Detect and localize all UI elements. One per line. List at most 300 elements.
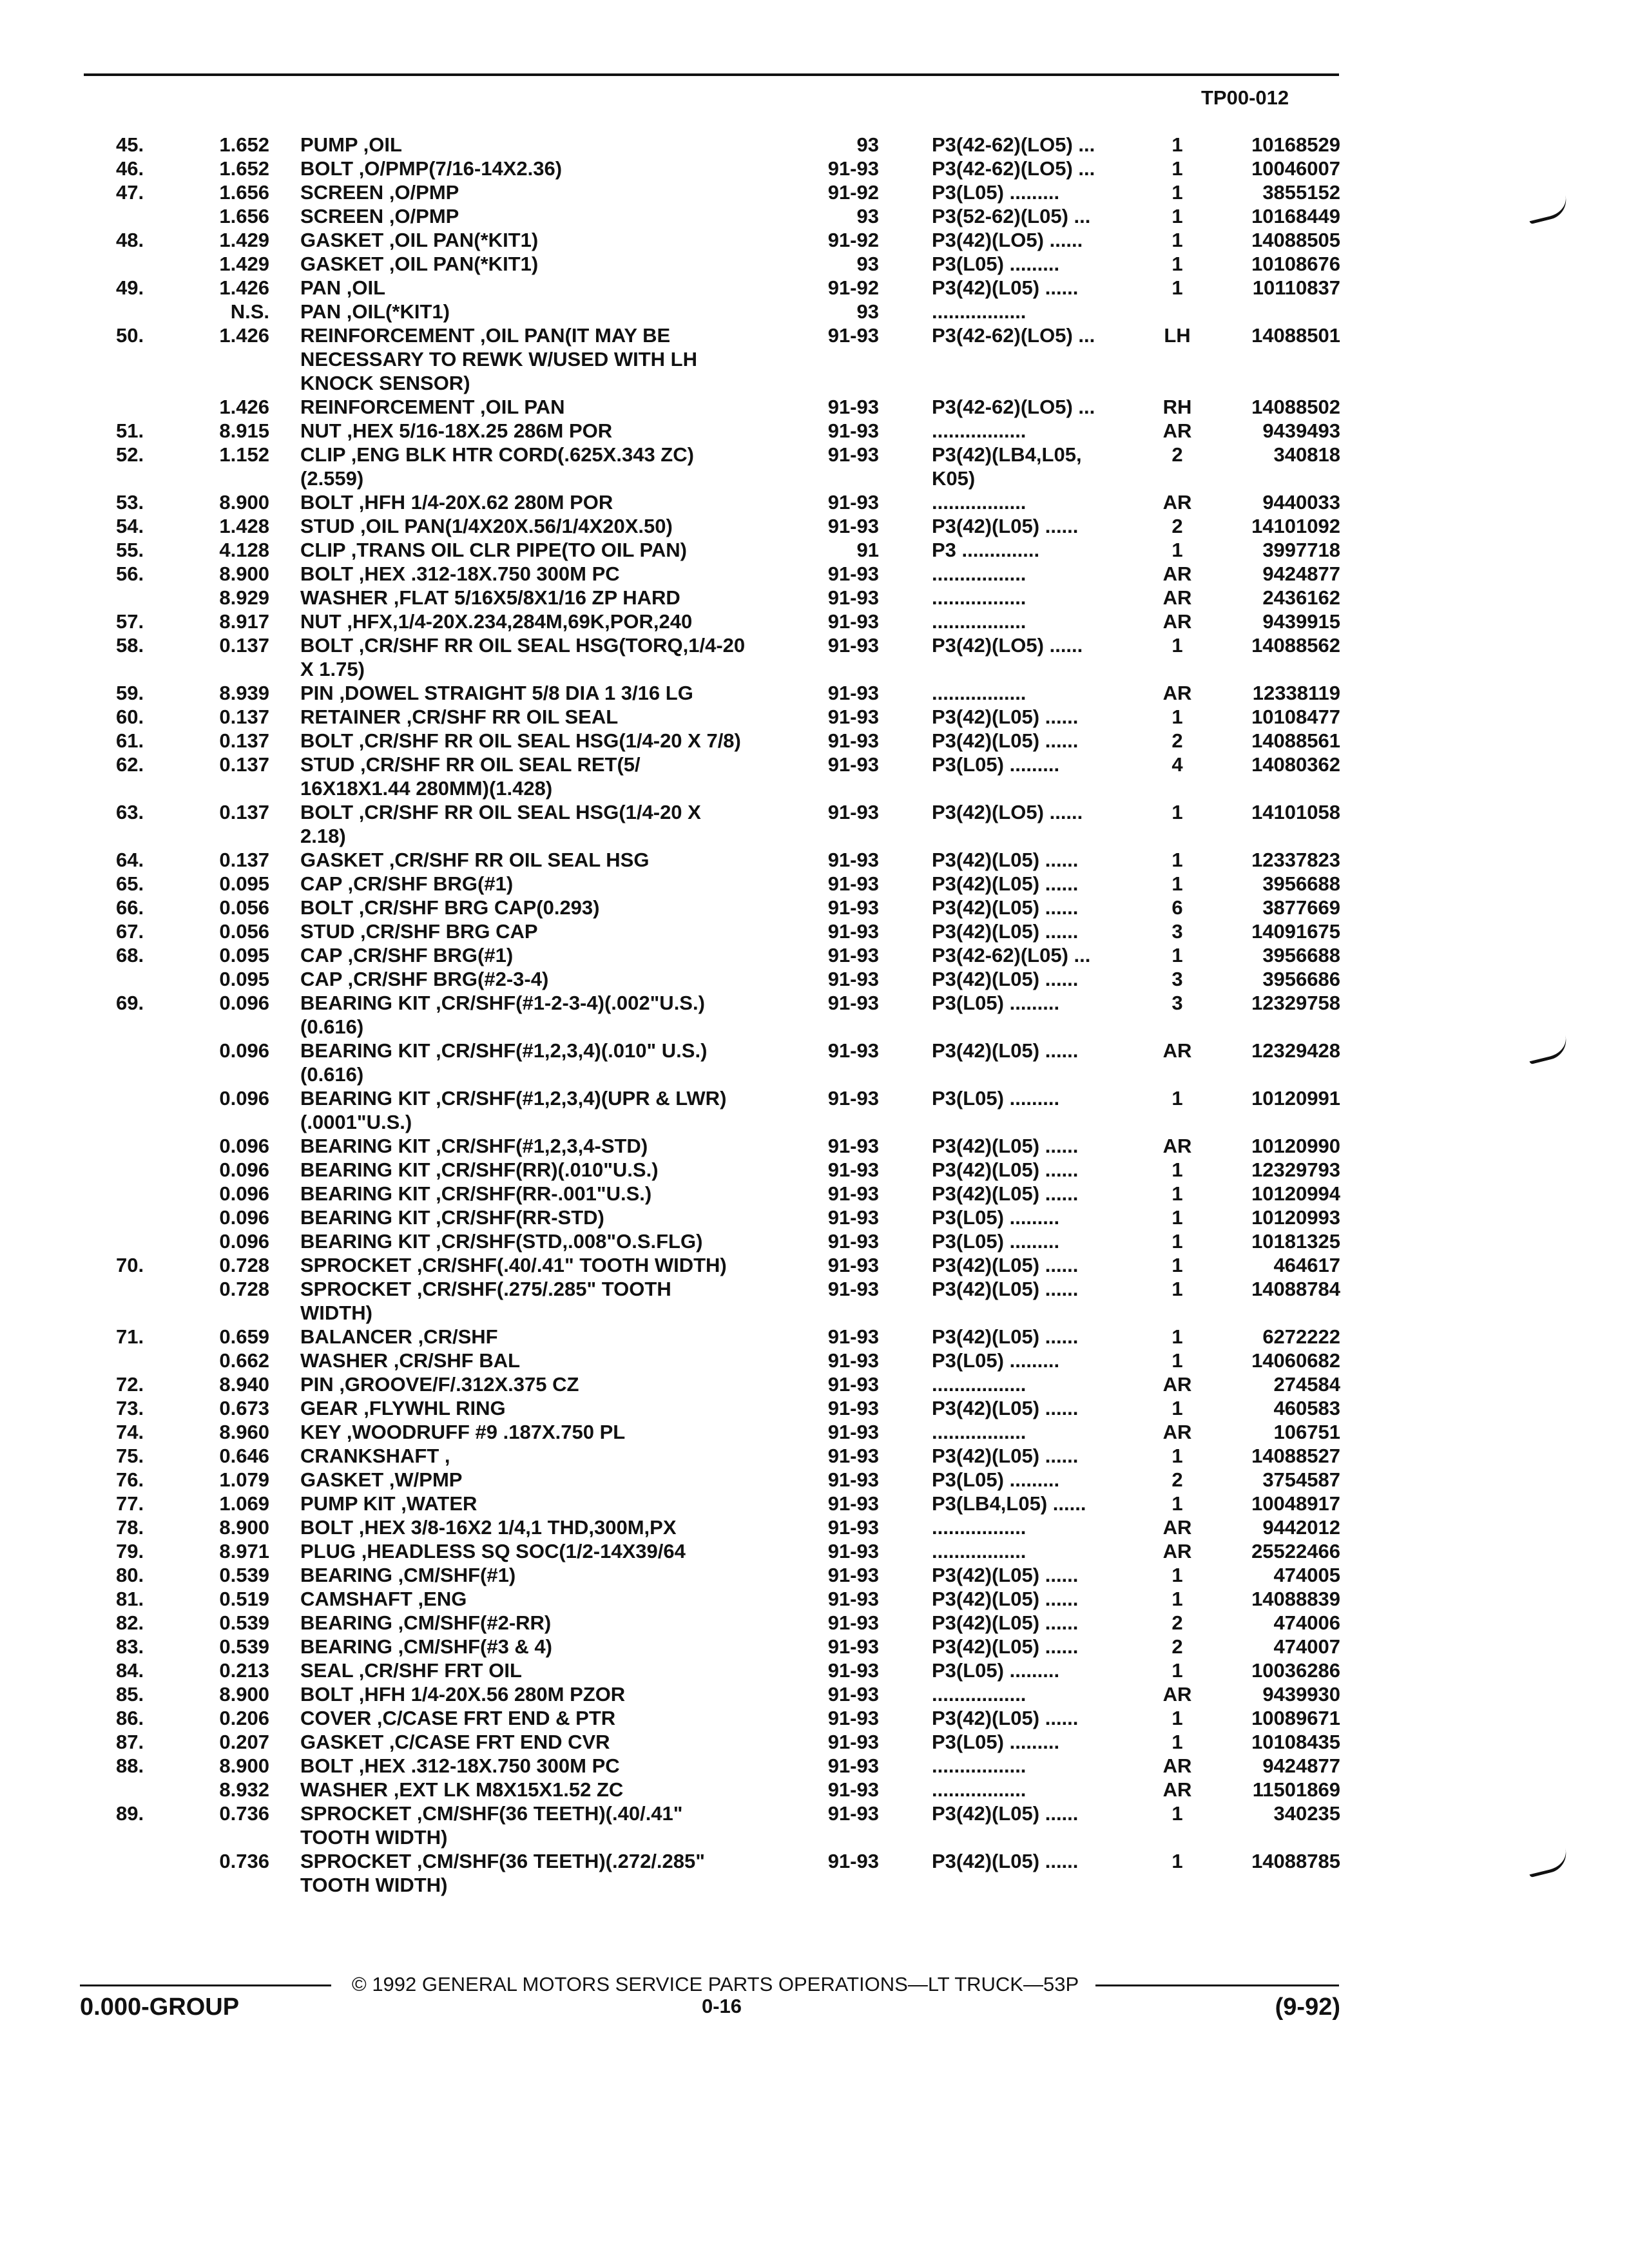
part-spec: ,CR/SHF BRG(#2-3-4): [347, 968, 549, 990]
part-spec: ,HEX 5/16-18X.25 286M POR: [347, 419, 613, 442]
part-number: 474005: [1273, 1564, 1340, 1586]
part-name: GASKET: [300, 1731, 384, 1753]
model-years: 91-92: [827, 276, 879, 299]
illustration-ref: 0.137: [219, 849, 269, 871]
illustration-ref: 0.539: [219, 1635, 269, 1658]
part-number: 10120991: [1251, 1087, 1340, 1110]
illustration-ref: 0.095: [219, 944, 269, 966]
part-spec: ,HEX .312-18X.750 300M PC: [358, 562, 620, 585]
usage-codes: P3(42-62)(L05) ...: [932, 944, 1091, 966]
part-description: [300, 1158, 945, 1182]
part-description: [300, 1515, 945, 1539]
part-spec: ,CR/SHF(#1,2,3,4)(UPR & LWR): [436, 1087, 727, 1110]
part-number: 9439915: [1262, 610, 1340, 633]
part-number: 10108676: [1251, 253, 1340, 275]
item-number: 80.: [116, 1564, 144, 1586]
quantity: 1: [1171, 1492, 1183, 1515]
table-row: [116, 586, 1340, 610]
illustration-ref: 1.152: [219, 443, 269, 466]
part-spec: ,HFX,1/4-20X.234,284M,69K,POR,240: [347, 610, 693, 633]
part-spec: ,OIL: [363, 133, 402, 156]
usage-codes: P3(42)(L05) ......: [932, 1135, 1079, 1157]
part-description: [300, 133, 945, 157]
model-years: 91-93: [827, 1731, 879, 1753]
part-description: [300, 1229, 945, 1253]
usage-codes: P3(L05) .........: [932, 181, 1060, 204]
quantity: 1: [1171, 706, 1183, 728]
item-number: 47.: [116, 181, 144, 204]
part-spec: ,CR/SHF RR OIL SEAL HSG(1/4-20 X: [358, 801, 701, 823]
part-name: STUD: [300, 753, 355, 776]
usage-codes: P3(42)(L05) ......: [932, 1039, 1079, 1062]
part-name: BEARING KIT: [300, 1039, 430, 1062]
quantity: 1: [1171, 634, 1183, 657]
part-number: 10120994: [1251, 1182, 1340, 1205]
table-row: [116, 252, 1340, 276]
table-row: [116, 1825, 1340, 1849]
part-number: 474007: [1273, 1635, 1340, 1658]
table-row: [116, 1182, 1340, 1206]
illustration-ref: 0.137: [219, 801, 269, 823]
part-number: 9440033: [1262, 491, 1340, 514]
quantity: 1: [1171, 1158, 1183, 1181]
illustration-ref: 8.900: [219, 1516, 269, 1539]
illustration-ref: 0.095: [219, 872, 269, 895]
quantity: 1: [1171, 872, 1183, 895]
part-description: [300, 1658, 945, 1682]
part-number: 10110837: [1252, 276, 1340, 299]
table-row: [116, 610, 1340, 633]
part-name: CAP: [300, 872, 342, 895]
copyright: © 1992 GENERAL MOTORS SERVICE PARTS OPERATIONS—LT TRUCK—53P: [351, 1973, 1079, 1995]
part-number: 10168449: [1251, 205, 1340, 227]
table-row: [116, 1682, 1340, 1706]
model-years: 91-93: [827, 562, 879, 585]
part-description: [300, 1563, 945, 1587]
part-number: 14101058: [1251, 801, 1340, 823]
illustration-ref: 1.069: [219, 1492, 269, 1515]
table-row: [116, 323, 1340, 347]
part-description: [300, 1730, 945, 1754]
part-number: 14088785: [1251, 1850, 1340, 1872]
part-spec: ,GROOVE/F/.312X.375 CZ: [339, 1373, 579, 1396]
illustration-ref: 0.056: [219, 920, 269, 943]
illustration-ref: 8.900: [219, 562, 269, 585]
quantity: 4: [1171, 753, 1183, 776]
model-years: 91-93: [827, 419, 879, 442]
item-number: 50.: [116, 324, 144, 347]
model-years: 91-93: [827, 586, 879, 609]
part-spec: TOOTH WIDTH): [300, 1874, 448, 1896]
part-description: [300, 1134, 945, 1158]
usage-codes: P3(L05) .........: [932, 753, 1060, 776]
illustration-ref: 1.652: [219, 157, 269, 180]
table-row: [116, 1062, 1340, 1086]
part-name: GASKET: [300, 849, 384, 871]
part-spec: ,CR/SHF(.275/.285" TOOTH: [416, 1278, 671, 1300]
table-row: [116, 1778, 1340, 1802]
part-number: 10089671: [1251, 1707, 1340, 1729]
usage-codes: .................: [932, 562, 1027, 585]
model-years: 91-93: [827, 157, 879, 180]
model-years: 91-93: [827, 1850, 879, 1872]
part-description: [300, 586, 945, 610]
quantity: 1: [1171, 1397, 1183, 1419]
part-description: [300, 1110, 945, 1134]
quantity: 1: [1171, 181, 1183, 204]
table-row: [116, 300, 1340, 323]
item-number: 76.: [116, 1468, 144, 1491]
quantity: AR: [1162, 1421, 1192, 1443]
table-row: [116, 490, 1340, 514]
quantity: 1: [1171, 1707, 1183, 1729]
part-name: BOLT: [300, 562, 354, 585]
part-description: [300, 1754, 945, 1778]
illustration-ref: 0.096: [219, 1230, 269, 1253]
part-description: [300, 300, 945, 323]
model-years: 91-93: [827, 1635, 879, 1658]
item-number: 45.: [116, 133, 144, 156]
part-name: BOLT: [300, 729, 354, 752]
part-spec: (2.559): [300, 467, 364, 490]
usage-codes: .................: [932, 1373, 1027, 1396]
illustration-ref: 0.519: [219, 1588, 269, 1610]
part-spec: ,CR/SHF FRT OIL: [358, 1659, 522, 1682]
part-description: [300, 514, 945, 538]
part-description: [300, 371, 945, 395]
part-description: [300, 1468, 945, 1492]
part-description: [300, 276, 945, 300]
part-description: [300, 180, 945, 204]
item-number: 65.: [116, 872, 144, 895]
part-spec: ,W/PMP: [389, 1468, 463, 1491]
item-number: 88.: [116, 1754, 144, 1777]
item-number: 74.: [116, 1421, 144, 1443]
table-row: [116, 1110, 1340, 1134]
part-name: REINFORCEMENT: [300, 396, 475, 418]
usage-codes: P3(42)(L05) ......: [932, 920, 1079, 943]
part-description: [300, 1444, 945, 1468]
part-name: RETAINER: [300, 706, 401, 728]
table-row: [116, 466, 1340, 490]
part-spec: ,OIL: [346, 276, 386, 299]
item-number: 78.: [116, 1516, 144, 1539]
usage-codes: P3(L05) .........: [932, 1087, 1060, 1110]
model-years: 91-93: [827, 1683, 879, 1706]
usage-codes: K05): [932, 467, 976, 490]
model-years: 91-93: [827, 729, 879, 752]
illustration-ref: 0.095: [219, 968, 269, 990]
usage-codes: P3(42-62)(LO5) ...: [932, 324, 1095, 347]
usage-codes: P3(42)(L05) ......: [932, 1802, 1079, 1825]
quantity: 1: [1171, 1445, 1183, 1467]
usage-codes: P3(42)(L05) ......: [932, 1278, 1079, 1300]
illustration-ref: 0.659: [219, 1325, 269, 1348]
quantity: 2: [1171, 1611, 1183, 1634]
part-spec: TOOTH WIDTH): [300, 1826, 448, 1849]
part-description: [300, 1539, 945, 1563]
item-number: 67.: [116, 920, 144, 943]
part-spec: (0.616): [300, 1015, 364, 1038]
part-spec: ,CR/SHF BAL: [393, 1349, 521, 1372]
table-row: [116, 729, 1340, 753]
part-description: [300, 967, 945, 991]
part-description: [300, 419, 945, 443]
table-row: [116, 919, 1340, 943]
table-row: [116, 1730, 1340, 1754]
quantity: 2: [1171, 443, 1183, 466]
part-name: BEARING: [300, 1635, 392, 1658]
part-description: [300, 1849, 945, 1873]
item-number: 62.: [116, 753, 144, 776]
part-description: [300, 443, 945, 466]
part-spec: ,DOWEL STRAIGHT 5/8 DIA 1 3/16 LG: [339, 682, 693, 704]
usage-codes: .................: [932, 1516, 1027, 1539]
usage-codes: P3(42)(L05) ......: [932, 1611, 1079, 1634]
usage-codes: P3(42-62)(LO5) ...: [932, 157, 1095, 180]
part-spec: ,O/PMP: [389, 205, 459, 227]
quantity: 1: [1171, 205, 1183, 227]
part-number: 14101092: [1251, 515, 1340, 537]
table-row: [116, 800, 1340, 824]
illustration-ref: 1.079: [219, 1468, 269, 1491]
quantity: 1: [1171, 849, 1183, 871]
illustration-ref: 0.096: [219, 1182, 269, 1205]
margin-check-mark: [1525, 195, 1570, 225]
part-spec: ,CM/SHF(36 TEETH)(.272/.285": [416, 1850, 705, 1872]
part-spec: ,OIL PAN(1/4X20X.56/1/4X20X.50): [360, 515, 673, 537]
table-row: [116, 157, 1340, 180]
table-row: [116, 1873, 1340, 1897]
part-name: STUD: [300, 920, 355, 943]
illustration-ref: 0.137: [219, 729, 269, 752]
item-number: 89.: [116, 1802, 144, 1825]
part-description: [300, 157, 945, 180]
quantity: 1: [1171, 157, 1183, 180]
model-years: 91-93: [827, 1707, 879, 1729]
usage-codes: P3(42)(L05) ......: [932, 1397, 1079, 1419]
part-number: 10168529: [1251, 133, 1340, 156]
part-description: [300, 1873, 945, 1897]
quantity: 1: [1171, 1802, 1183, 1825]
part-name: GASKET: [300, 1468, 384, 1491]
part-description: [300, 896, 945, 919]
part-description: [300, 1587, 945, 1611]
part-name: BOLT: [300, 157, 354, 180]
part-name: PUMP KIT: [300, 1492, 396, 1515]
part-description: [300, 1492, 945, 1515]
part-spec: ,CM/SHF(#3 & 4): [398, 1635, 552, 1658]
part-name: BEARING: [300, 1611, 392, 1634]
model-years: 91-92: [827, 229, 879, 251]
part-number: 14088561: [1251, 729, 1340, 752]
part-name: PIN: [300, 682, 334, 704]
part-number: 14088501: [1251, 324, 1340, 347]
part-number: 12329793: [1251, 1158, 1340, 1181]
model-years: 91-93: [827, 920, 879, 943]
part-number: 9424877: [1262, 1754, 1340, 1777]
part-description: [300, 323, 945, 347]
parts-table: [116, 133, 1340, 1897]
model-years: 91-93: [827, 992, 879, 1014]
part-number: 464617: [1273, 1254, 1340, 1276]
table-row: [116, 1515, 1340, 1539]
part-number: 3956688: [1262, 944, 1340, 966]
table-row: [116, 443, 1340, 466]
part-description: [300, 872, 945, 896]
table-row: [116, 1301, 1340, 1325]
part-number: 10108435: [1251, 1731, 1340, 1753]
model-years: 91-93: [827, 1492, 879, 1515]
part-description: [300, 1086, 945, 1110]
part-number: 14060682: [1251, 1349, 1340, 1372]
item-number: 68.: [116, 944, 144, 966]
illustration-ref: 0.096: [219, 1206, 269, 1229]
table-row: [116, 1754, 1340, 1778]
table-row: [116, 753, 1340, 776]
part-description: [300, 1039, 945, 1062]
top-rule: [84, 73, 1339, 76]
illustration-ref: 8.900: [219, 491, 269, 514]
table-row: [116, 1563, 1340, 1587]
quantity: AR: [1162, 586, 1192, 609]
item-number: 60.: [116, 706, 144, 728]
part-number: 3997718: [1262, 539, 1340, 561]
part-spec: ,HEX .312-18X.750 300M PC: [358, 1754, 620, 1777]
usage-codes: P3(42)(LO5) ......: [932, 634, 1083, 657]
item-number: 82.: [116, 1611, 144, 1634]
usage-codes: .................: [932, 586, 1027, 609]
model-years: 91-93: [827, 1397, 879, 1419]
usage-codes: P3(52-62)(L05) ...: [932, 205, 1091, 227]
quantity: 1: [1171, 1349, 1183, 1372]
usage-codes: P3(42)(LO5) ......: [932, 229, 1083, 251]
illustration-ref: 0.736: [219, 1850, 269, 1872]
part-number: 9439493: [1262, 419, 1340, 442]
usage-codes: P3(42)(L05) ......: [932, 1445, 1079, 1467]
part-spec: ,CR/SHF RR OIL SEAL HSG(1/4-20 X 7/8): [358, 729, 741, 752]
quantity: 1: [1171, 253, 1183, 275]
part-spec: ,HFH 1/4-20X.62 280M POR: [358, 491, 613, 514]
model-years: 91-93: [827, 1278, 879, 1300]
part-description: [300, 1325, 945, 1349]
model-years: 91-93: [827, 515, 879, 537]
quantity: 6: [1171, 896, 1183, 919]
table-row: [116, 514, 1340, 538]
part-description: [300, 633, 945, 657]
item-number: 55.: [116, 539, 144, 561]
model-years: 91-93: [827, 1540, 879, 1562]
part-spec: ,OIL PAN: [480, 396, 565, 418]
part-spec: ,CR/SHF(#1,2,3,4)(.010" U.S.): [436, 1039, 708, 1062]
part-name: SPROCKET: [300, 1850, 412, 1872]
part-description: [300, 943, 945, 967]
part-description: [300, 562, 945, 586]
part-description: [300, 1396, 945, 1420]
quantity: AR: [1162, 1778, 1192, 1801]
item-number: 59.: [116, 682, 144, 704]
table-row: [116, 967, 1340, 991]
table-row: [116, 1658, 1340, 1682]
model-years: 91-93: [827, 396, 879, 418]
part-number: 12338119: [1252, 682, 1340, 704]
part-spec: WIDTH): [300, 1302, 372, 1324]
table-row: [116, 1539, 1340, 1563]
part-spec: ,C/CASE FRT END & PTR: [376, 1707, 616, 1729]
model-years: 91-93: [827, 1039, 879, 1062]
model-years: 91-93: [827, 753, 879, 776]
part-description: [300, 1182, 945, 1206]
part-description: [300, 1682, 945, 1706]
table-row: [116, 824, 1340, 848]
revision-date: (9-92): [1275, 1994, 1340, 2021]
part-spec: X 1.75): [300, 658, 365, 680]
table-row: [116, 395, 1340, 419]
illustration-ref: 1.652: [219, 133, 269, 156]
part-name: BOLT: [300, 491, 354, 514]
model-years: 91-93: [827, 944, 879, 966]
table-row: [116, 347, 1340, 371]
model-years: 93: [856, 133, 879, 156]
quantity: 1: [1171, 1731, 1183, 1753]
model-years: 91-93: [827, 634, 879, 657]
table-row: [116, 371, 1340, 395]
item-number: 69.: [116, 992, 144, 1014]
illustration-ref: 1.429: [219, 229, 269, 251]
usage-codes: P3(42)(L05) ......: [932, 1588, 1079, 1610]
part-description: [300, 705, 945, 729]
illustration-ref: 0.096: [219, 1135, 269, 1157]
item-number: 58.: [116, 634, 144, 657]
usage-codes: .................: [932, 419, 1027, 442]
usage-codes: P3(L05) .........: [932, 1230, 1060, 1253]
table-row: [116, 1349, 1340, 1372]
part-name: PLUG: [300, 1540, 356, 1562]
table-row: [116, 1706, 1340, 1730]
usage-codes: P3(42)(L05) ......: [932, 849, 1079, 871]
table-row: [116, 1802, 1340, 1825]
model-years: 91-93: [827, 1445, 879, 1467]
illustration-ref: 0.137: [219, 706, 269, 728]
model-years: 91-93: [827, 610, 879, 633]
quantity: 1: [1171, 1206, 1183, 1229]
part-number: 25522466: [1251, 1540, 1340, 1562]
part-spec: ,OIL PAN(IT MAY BE: [480, 324, 671, 347]
part-number: 474006: [1273, 1611, 1340, 1634]
part-spec: ,CR/SHF BRG(#1): [347, 872, 514, 895]
illustration-ref: 8.940: [219, 1373, 269, 1396]
quantity: 2: [1171, 515, 1183, 537]
usage-codes: P3(L05) .........: [932, 1659, 1060, 1682]
part-number: 14088784: [1251, 1278, 1340, 1300]
illustration-ref: 0.207: [219, 1731, 269, 1753]
illustration-ref: 0.539: [219, 1611, 269, 1634]
item-number: 72.: [116, 1373, 144, 1396]
item-number: 53.: [116, 491, 144, 514]
part-name: COVER: [300, 1707, 372, 1729]
illustration-ref: 0.096: [219, 1087, 269, 1110]
illustration-ref: 0.056: [219, 896, 269, 919]
model-years: 91-93: [827, 801, 879, 823]
part-description: [300, 490, 945, 514]
part-name: BOLT: [300, 634, 354, 657]
part-description: [300, 1778, 945, 1802]
quantity: 1: [1171, 539, 1183, 561]
quantity: LH: [1164, 324, 1191, 347]
page-number: 0-16: [701, 1995, 742, 2017]
usage-codes: P3(42)(L05) ......: [932, 896, 1079, 919]
item-number: 56.: [116, 562, 144, 585]
